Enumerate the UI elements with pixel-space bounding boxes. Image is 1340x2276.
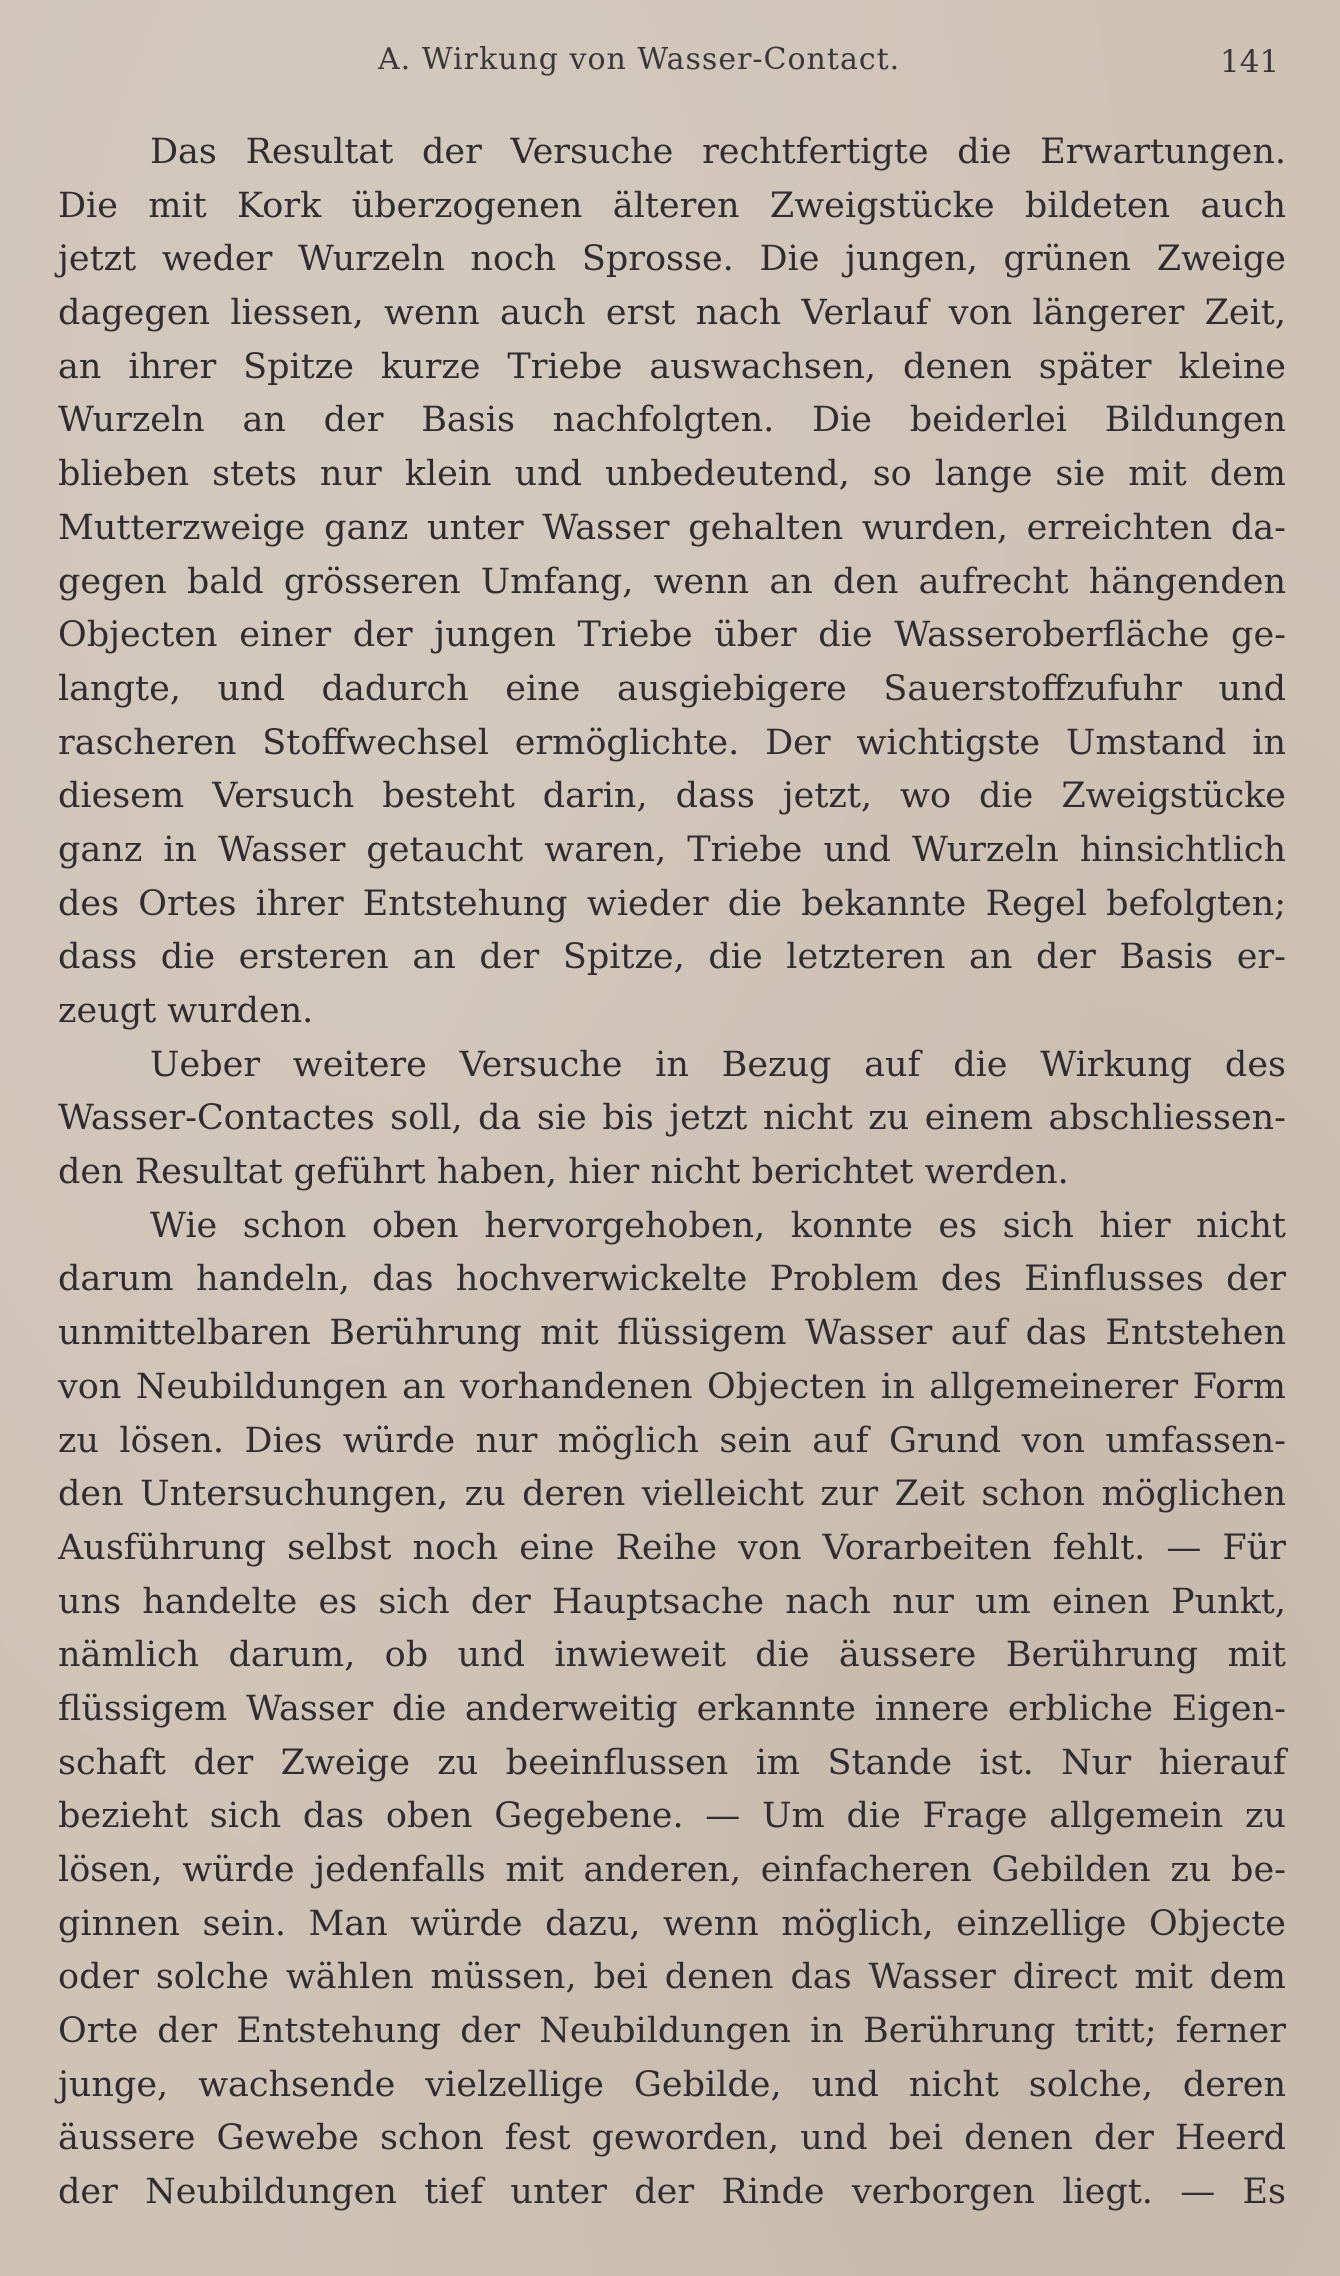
text-line: darum handeln, das hochverwickelte Problem des Einflusses der <box>58 1259 1286 1300</box>
text-line: an ihrer Spitze kurze Triebe auswachsen, denen später kleine <box>58 346 1286 387</box>
text-line: von Neubildungen an vorhandenen Objecten in allgemeinerer Form <box>58 1366 1286 1407</box>
text-line: Objecten einer der jungen Triebe über die Wasseroberfläche ge- <box>58 615 1286 656</box>
text-line: den Untersuchungen, zu deren vielleicht zur Zeit schon möglichen <box>58 1474 1286 1515</box>
text-line: Das Resultat der Versuche rechtfertigte die Erwartungen. <box>150 132 1286 172</box>
text-line: oder solche wählen müssen, bei denen das Wasser direct mit dem <box>58 1957 1286 1998</box>
text-line: lösen, würde jedenfalls mit anderen, einfacheren Gebilden zu be- <box>58 1850 1286 1890</box>
text-line: Orte der Entstehung der Neubildungen in Berührung tritt; ferner <box>58 2011 1286 2052</box>
text-line: jetzt weder Wurzeln noch Sprosse. Die jungen, grünen Zweige <box>58 239 1286 280</box>
text-line: des Ortes ihrer Entstehung wieder die bekannte Regel befolgten; <box>58 883 1286 924</box>
text-line: nämlich darum, ob und inwieweit die äussere Berührung mit <box>58 1635 1286 1676</box>
text-line: unmittelbaren Berührung mit flüssigem Wasser auf das Entstehen <box>58 1313 1286 1354</box>
running-header <box>0 42 1340 86</box>
text-line: schaft der Zweige zu beeinflussen im Stande ist. Nur hierauf <box>58 1742 1286 1783</box>
text-line: zu lösen. Dies würde nur möglich sein auf Grund von umfassen- <box>58 1420 1286 1461</box>
text-line: ginnen sein. Man würde dazu, wenn möglich, einzellige Objecte <box>58 1903 1286 1944</box>
text-line: dagegen liessen, wenn auch erst nach Verlauf von längerer Zeit, <box>58 293 1286 334</box>
text-line: blieben stets nur klein und unbedeutend, so lange sie mit dem <box>58 454 1286 495</box>
text-line: Wasser-Contactes soll, da sie bis jetzt nicht zu einem abschliessen- <box>58 1098 1286 1139</box>
page-number: 141 <box>1220 44 1280 80</box>
running-title: A. Wirkung von Wasser-Contact. <box>378 42 901 77</box>
text-line: rascheren Stoffwechsel ermöglichte. Der wichtigste Umstand in <box>58 722 1286 763</box>
text-line: junge, wachsende vielzellige Gebilde, und nicht solche, deren <box>58 2064 1286 2105</box>
text-line: Ueber weitere Versuche in Bezug auf die Wirkung des <box>150 1044 1286 1085</box>
text-line: äussere Gewebe schon fest geworden, und bei denen der Heerd <box>58 2118 1286 2159</box>
text-line: Wurzeln an der Basis nachfolgten. Die beiderlei Bildungen <box>58 400 1286 441</box>
text-line: Mutterzweige ganz unter Wasser gehalten wurden, erreichten da- <box>58 507 1286 548</box>
text-line: ganz in Wasser getaucht waren, Triebe und Wurzeln hinsichtlich <box>58 829 1286 870</box>
body-text <box>58 126 1286 2220</box>
text-line: bezieht sich das oben Gegebene. — Um die Frage allgemein zu <box>58 1796 1286 1837</box>
text-line: zeugt wurden. <box>58 991 314 1031</box>
text-line: langte, und dadurch eine ausgiebigere Sauerstoffzufuhr und <box>58 668 1286 709</box>
text-line: dass die ersteren an der Spitze, die letzteren an der Basis er- <box>58 937 1286 978</box>
text-line: flüssigem Wasser die anderweitig erkannte innere erbliche Eigen- <box>58 1688 1286 1729</box>
text-line: Ausführung selbst noch eine Reihe von Vorarbeiten fehlt. — Für <box>58 1527 1286 1568</box>
text-line: uns handelte es sich der Hauptsache nach nur um einen Punkt, <box>58 1581 1286 1622</box>
text-line: Wie schon oben hervorgehoben, konnte es sich hier nicht <box>150 1205 1286 1246</box>
text-line: der Neubildungen tief unter der Rinde verborgen liegt. — Es <box>58 2172 1286 2213</box>
text-line: diesem Versuch besteht darin, dass jetzt, wo die Zweigstücke <box>58 776 1286 817</box>
text-line: Die mit Kork überzogenen älteren Zweigstücke bildeten auch <box>58 185 1286 226</box>
text-line: den Resultat geführt haben, hier nicht berichtet werden. <box>58 1152 1069 1193</box>
text-line: gegen bald grösseren Umfang, wenn an den aufrecht hängenden <box>58 561 1286 602</box>
